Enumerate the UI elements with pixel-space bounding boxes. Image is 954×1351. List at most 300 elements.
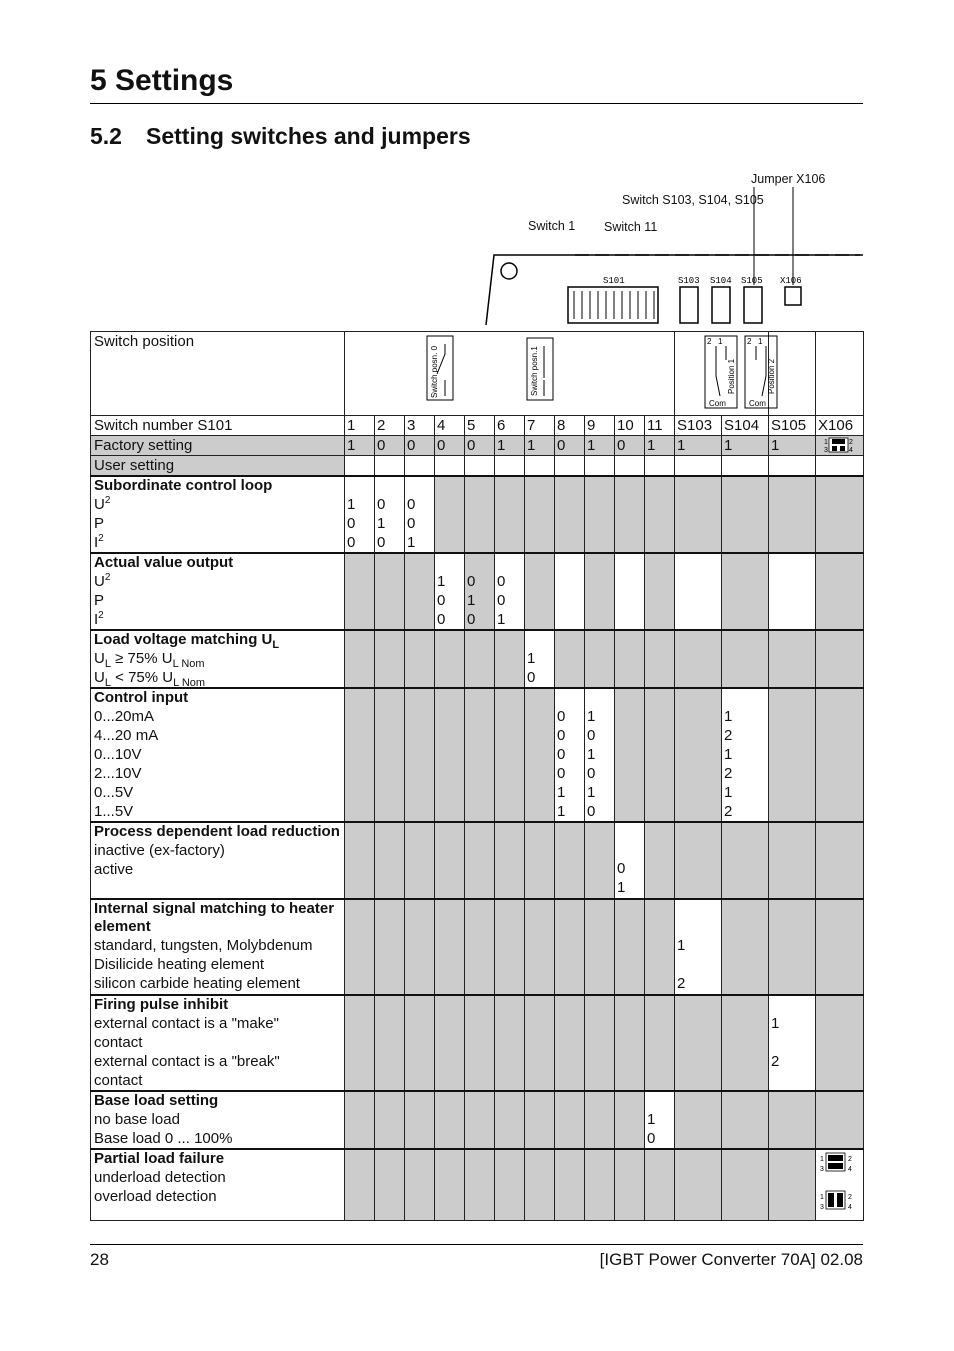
empty-cell (615, 899, 645, 995)
factory-value: 0 (375, 436, 405, 456)
cell-value: 0 (557, 765, 566, 782)
col-header: 5 (465, 416, 495, 436)
empty-cell (645, 822, 675, 899)
empty-cell (769, 1091, 816, 1149)
empty-cell (495, 995, 525, 1091)
empty-cell (645, 995, 675, 1091)
empty-cell (345, 822, 375, 899)
option-ge-75 (94, 649, 344, 668)
pin-label: 3 (820, 1166, 824, 1173)
cell-value: 1 (587, 784, 596, 801)
subscript: L (104, 658, 111, 670)
empty-cell (495, 1149, 525, 1220)
section-title: Process dependent load reduction (94, 823, 340, 840)
empty-cell (375, 995, 405, 1091)
empty-cell (722, 1149, 769, 1220)
factory-value: 1 (525, 436, 555, 456)
empty-cell (769, 822, 816, 899)
section-title (94, 631, 344, 649)
empty-cell (465, 899, 495, 995)
section-title: Firing pulse inhibit (94, 996, 229, 1013)
option-label: 4...20 mA (94, 727, 159, 744)
document-reference: [IGBT Power Converter 70A] 02.08 (599, 1250, 863, 1269)
empty-cell (375, 899, 405, 995)
empty-cell (345, 688, 375, 822)
empty-cell (555, 899, 585, 995)
cell-value: 0 (557, 708, 566, 725)
switch-position-row (91, 332, 864, 416)
empty-cell (405, 553, 435, 630)
option-label: no base load (94, 1111, 180, 1128)
pin-label: 3 (820, 1204, 824, 1211)
empty-cell (722, 553, 769, 630)
cell-value: 0 (377, 534, 386, 551)
empty-cell (675, 995, 722, 1091)
cell-value: 0 (557, 746, 566, 763)
control-input-desc (91, 688, 345, 822)
empty-cell (615, 995, 645, 1091)
empty-cell (465, 688, 495, 822)
superscript: 2 (98, 610, 104, 621)
empty-cell (525, 1149, 555, 1220)
empty-cell (375, 1149, 405, 1220)
switch-posn-symbols (345, 332, 675, 416)
section-firing-pulse (91, 995, 864, 1091)
pin-label: 4 (849, 447, 853, 454)
empty-cell (405, 995, 435, 1091)
pin-label: 2 (849, 439, 853, 446)
option-label: 0...20mA (94, 708, 155, 725)
empty-cell (675, 476, 722, 553)
cell-value: 1 (724, 746, 733, 763)
callout-jumper-x106: Jumper X106 (751, 172, 826, 186)
factory-jumper-x106 (816, 436, 864, 456)
section-control-input (91, 688, 864, 822)
empty-cell (769, 630, 816, 688)
empty-cell (769, 688, 816, 822)
empty-cell (615, 630, 645, 688)
option-label: U (94, 650, 105, 667)
user-cell (675, 456, 722, 477)
empty-cell (435, 995, 465, 1091)
superscript: 2 (104, 495, 111, 506)
empty-cell (615, 1149, 645, 1220)
option-label: external contact is a "make" contact (94, 1015, 279, 1051)
empty-cell (405, 1091, 435, 1149)
cell-value: 1 (467, 592, 476, 609)
empty-cell (555, 995, 585, 1091)
option-p: P (94, 592, 105, 609)
pin-label: 1 (820, 1194, 824, 1201)
col2-values (375, 476, 405, 553)
option-label: U (94, 496, 105, 513)
empty-cell (495, 899, 525, 995)
user-cell (465, 456, 495, 477)
symbol-posn-1: Switch posn.1 (530, 346, 539, 396)
footer-rule (90, 1244, 863, 1245)
firing-desc (91, 995, 345, 1091)
option-i2 (94, 610, 344, 629)
factory-value: 1 (769, 436, 816, 456)
empty-cell (495, 630, 525, 688)
user-cell (722, 456, 769, 477)
user-cell (405, 456, 435, 477)
empty-cell (405, 1149, 435, 1220)
pin-label: 4 (848, 1166, 852, 1173)
section-process-load-reduction (91, 822, 864, 899)
empty-cell (816, 899, 864, 995)
col5-values (465, 553, 495, 630)
partial-load-desc (91, 1149, 345, 1220)
pin-1-right: 1 (758, 337, 763, 346)
empty-cell (555, 553, 585, 630)
section-subordinate (91, 476, 864, 553)
cell-value: 1 (771, 1015, 780, 1032)
pin-2-left: 2 (707, 337, 712, 346)
empty-cell (645, 630, 675, 688)
user-cell (525, 456, 555, 477)
cell-value: 1 (617, 879, 626, 896)
empty-cell (615, 553, 645, 630)
empty-cell (375, 630, 405, 688)
empty-cell (615, 1091, 645, 1149)
empty-cell (585, 995, 615, 1091)
x106-jumper (785, 287, 801, 305)
section-title: Setting switches and jumpers (146, 123, 471, 149)
section-title: Subordinate control loop (94, 477, 273, 494)
switch-position-label: Switch position (91, 332, 345, 416)
section-actual-value (91, 553, 864, 630)
empty-cell (525, 553, 555, 630)
cell-value: 0 (347, 534, 356, 551)
empty-cell (405, 899, 435, 995)
option-label: 2...10V (94, 765, 142, 782)
callout-switch-11: Switch 11 (604, 220, 658, 234)
cell-value: 0 (467, 573, 476, 590)
empty-cell (555, 630, 585, 688)
user-cell (585, 456, 615, 477)
empty-cell (345, 630, 375, 688)
col-header: 8 (555, 416, 585, 436)
empty-cell (722, 630, 769, 688)
empty-cell (555, 1091, 585, 1149)
symbol-posn-0: Switch posn. 0 (430, 345, 439, 398)
empty-cell (405, 822, 435, 899)
cell-value: 0 (437, 592, 446, 609)
section-title: Internal signal matching to heater element (94, 900, 335, 935)
board-label-s104: S104 (710, 276, 732, 286)
factory-setting-label: Factory setting (91, 436, 345, 456)
option-label: active (94, 861, 134, 878)
user-cell (345, 456, 375, 477)
empty-cell (375, 822, 405, 899)
col10-values (615, 822, 645, 899)
empty-cell (495, 822, 525, 899)
subscript: L (272, 639, 280, 651)
empty-cell (585, 630, 615, 688)
factory-value: 1 (675, 436, 722, 456)
empty-cell (465, 1091, 495, 1149)
empty-cell (375, 688, 405, 822)
base-load-desc (91, 1091, 345, 1149)
cell-value: 0 (497, 573, 506, 590)
board-label-s103: S103 (678, 276, 700, 286)
empty-cell (816, 688, 864, 822)
user-cell (769, 456, 816, 477)
empty-cell (465, 1149, 495, 1220)
page-number: 28 (90, 1250, 109, 1269)
empty-cell (816, 553, 864, 630)
switch-number-row (91, 416, 864, 436)
col11-values (645, 1091, 675, 1149)
factory-value: 0 (405, 436, 435, 456)
empty-cell (495, 688, 525, 822)
s104-switch (712, 287, 730, 323)
s105-switch (744, 287, 762, 323)
s105-values (769, 995, 816, 1091)
empty-cell (816, 630, 864, 688)
empty-cell (769, 476, 816, 553)
empty-cell (816, 332, 864, 416)
option-label: Base load 0 ... 100% (94, 1130, 233, 1147)
empty-cell (525, 1091, 555, 1149)
section-base-load (91, 1091, 864, 1149)
factory-value: 1 (585, 436, 615, 456)
col1-values (345, 476, 375, 553)
mounting-hole-icon (501, 263, 517, 279)
factory-value: 0 (465, 436, 495, 456)
empty-cell (769, 1149, 816, 1220)
section-number: 5.2 (90, 123, 122, 149)
title-text: Load voltage matching U (94, 631, 273, 648)
empty-cell (345, 899, 375, 995)
empty-cell (675, 553, 722, 630)
s101-switch-levers (574, 291, 654, 319)
cell-value: 2 (771, 1053, 780, 1070)
col-header: 9 (585, 416, 615, 436)
subordinate-desc (91, 476, 345, 553)
cell-value: 0 (617, 860, 626, 877)
option-label: < 75% U (115, 669, 174, 686)
col-header: 2 (375, 416, 405, 436)
switch-posn-symbol-icons (345, 332, 674, 410)
empty-cell (645, 1149, 675, 1220)
jumper-settings-icon (816, 1150, 862, 1216)
col-header: 1 (345, 416, 375, 436)
cell-value: 1 (377, 515, 386, 532)
option-label: ≥ 75% U (115, 650, 173, 667)
pin-label: 1 (820, 1156, 824, 1163)
col-header: S103 (675, 416, 722, 436)
empty-cell (525, 995, 555, 1091)
cell-value: 2 (677, 975, 686, 992)
empty-cell (585, 899, 615, 995)
option-label: standard, tungsten, Molybdenum (94, 937, 313, 954)
empty-cell (675, 1149, 722, 1220)
s104-values (722, 688, 769, 822)
option-label: U (94, 573, 105, 590)
option-u2 (94, 495, 344, 514)
empty-cell (555, 1149, 585, 1220)
cell-value: 0 (407, 496, 416, 513)
empty-cell (675, 630, 722, 688)
factory-value: 0 (555, 436, 585, 456)
option-label: 1...5V (94, 803, 134, 820)
empty-cell (585, 553, 615, 630)
factory-value: 1 (345, 436, 375, 456)
empty-cell (585, 476, 615, 553)
empty-cell (435, 476, 465, 553)
empty-cell (645, 899, 675, 995)
col7-values (525, 630, 555, 688)
signal-desc (91, 899, 345, 995)
pin-label: 3 (824, 447, 828, 454)
option-label: U (94, 669, 105, 686)
subscript: L Nom (172, 658, 205, 670)
empty-cell (675, 1091, 722, 1149)
empty-cell (722, 476, 769, 553)
col-header: X106 (816, 416, 864, 436)
option-label: 0...5V (94, 784, 134, 801)
factory-setting-row (91, 436, 864, 456)
col6-values (495, 553, 525, 630)
pin-label: 4 (848, 1204, 852, 1211)
s103-values (675, 899, 722, 995)
board-label-s101: S101 (603, 276, 625, 286)
empty-cell (555, 822, 585, 899)
factory-value: 0 (435, 436, 465, 456)
cell-value: 0 (527, 669, 536, 686)
cell-value: 1 (587, 708, 596, 725)
user-cell (495, 456, 525, 477)
switch-position-diagram-icons (675, 332, 776, 410)
empty-cell (769, 553, 816, 630)
empty-cell (495, 1091, 525, 1149)
label-com-1: Com (709, 399, 726, 408)
empty-cell (375, 553, 405, 630)
cell-value: 0 (407, 515, 416, 532)
cell-value: 1 (557, 784, 566, 801)
board-outline (486, 255, 863, 325)
option-label: underload detection (94, 1169, 226, 1186)
option-lt-75 (94, 668, 344, 687)
s103-s104-symbol (675, 332, 776, 416)
col-header: 10 (615, 416, 645, 436)
section-title: Actual value output (94, 554, 234, 571)
option-label: I (94, 611, 99, 628)
factory-value: 1 (645, 436, 675, 456)
empty-cell (816, 995, 864, 1091)
section-title: Control input (94, 689, 189, 706)
user-cell (375, 456, 405, 477)
option-label: I (94, 534, 99, 551)
empty-cell (525, 688, 555, 822)
board-label-x106: X106 (780, 276, 802, 286)
cell-value: 2 (724, 803, 733, 820)
empty-cell (435, 1091, 465, 1149)
empty-cell (675, 822, 722, 899)
empty-cell (585, 1149, 615, 1220)
empty-cell (375, 1091, 405, 1149)
empty-cell (722, 1091, 769, 1149)
switch-number-label: Switch number S101 (91, 416, 345, 436)
callout-switch-1: Switch 1 (528, 219, 576, 233)
empty-cell (525, 476, 555, 553)
cell-value: 0 (437, 611, 446, 628)
pin-2-right: 2 (747, 337, 752, 346)
option-label: inactive (ex-factory) (94, 842, 225, 859)
process-desc (91, 822, 345, 899)
actual-desc (91, 553, 345, 630)
empty-cell (615, 476, 645, 553)
section-load-voltage (91, 630, 864, 688)
cell-value: 1 (347, 496, 356, 513)
empty-cell (435, 899, 465, 995)
col-header: 7 (525, 416, 555, 436)
empty-cell (345, 553, 375, 630)
superscript: 2 (98, 533, 104, 544)
empty-cell (495, 476, 525, 553)
col-header: 4 (435, 416, 465, 436)
option-label: overload detection (94, 1188, 217, 1205)
cell-value: 1 (587, 746, 596, 763)
col-header: S104 (722, 416, 769, 436)
cell-value: 1 (724, 708, 733, 725)
cell-value: 1 (677, 937, 686, 954)
cell-value: 0 (587, 803, 596, 820)
empty-cell (769, 899, 816, 995)
col-header: 6 (495, 416, 525, 436)
pin-label: 2 (848, 1194, 852, 1201)
empty-cell (585, 822, 615, 899)
user-cell (615, 456, 645, 477)
option-p: P (94, 515, 105, 532)
col3-values (405, 476, 435, 553)
empty-cell (722, 899, 769, 995)
board-label-s105: S105 (741, 276, 763, 286)
cell-value: 1 (407, 534, 416, 551)
cell-value: 2 (724, 727, 733, 744)
col-header: 11 (645, 416, 675, 436)
cell-value: 0 (557, 727, 566, 744)
empty-cell (645, 688, 675, 822)
col4-values (435, 553, 465, 630)
label-com-2: Com (749, 399, 766, 408)
user-cell (435, 456, 465, 477)
option-i2 (94, 533, 344, 552)
option-label: Disilicide heating element (94, 956, 265, 973)
user-cell (645, 456, 675, 477)
label-position-2: Position 2 (767, 358, 776, 394)
partial-load-jumpers (816, 1149, 864, 1220)
empty-cell (435, 630, 465, 688)
cell-value: 1 (724, 784, 733, 801)
cell-value: 1 (527, 650, 536, 667)
empty-cell (722, 822, 769, 899)
empty-cell (615, 688, 645, 822)
superscript: 2 (104, 572, 111, 583)
cell-value: 1 (647, 1111, 656, 1128)
cell-value: 0 (467, 611, 476, 628)
section-partial-load (91, 1149, 864, 1220)
label-position-1: Position 1 (727, 358, 736, 394)
empty-cell (525, 899, 555, 995)
cell-value: 1 (557, 803, 566, 820)
cell-value: 1 (497, 611, 506, 628)
empty-cell (345, 995, 375, 1091)
empty-cell (405, 688, 435, 822)
subscript: L Nom (173, 677, 206, 689)
